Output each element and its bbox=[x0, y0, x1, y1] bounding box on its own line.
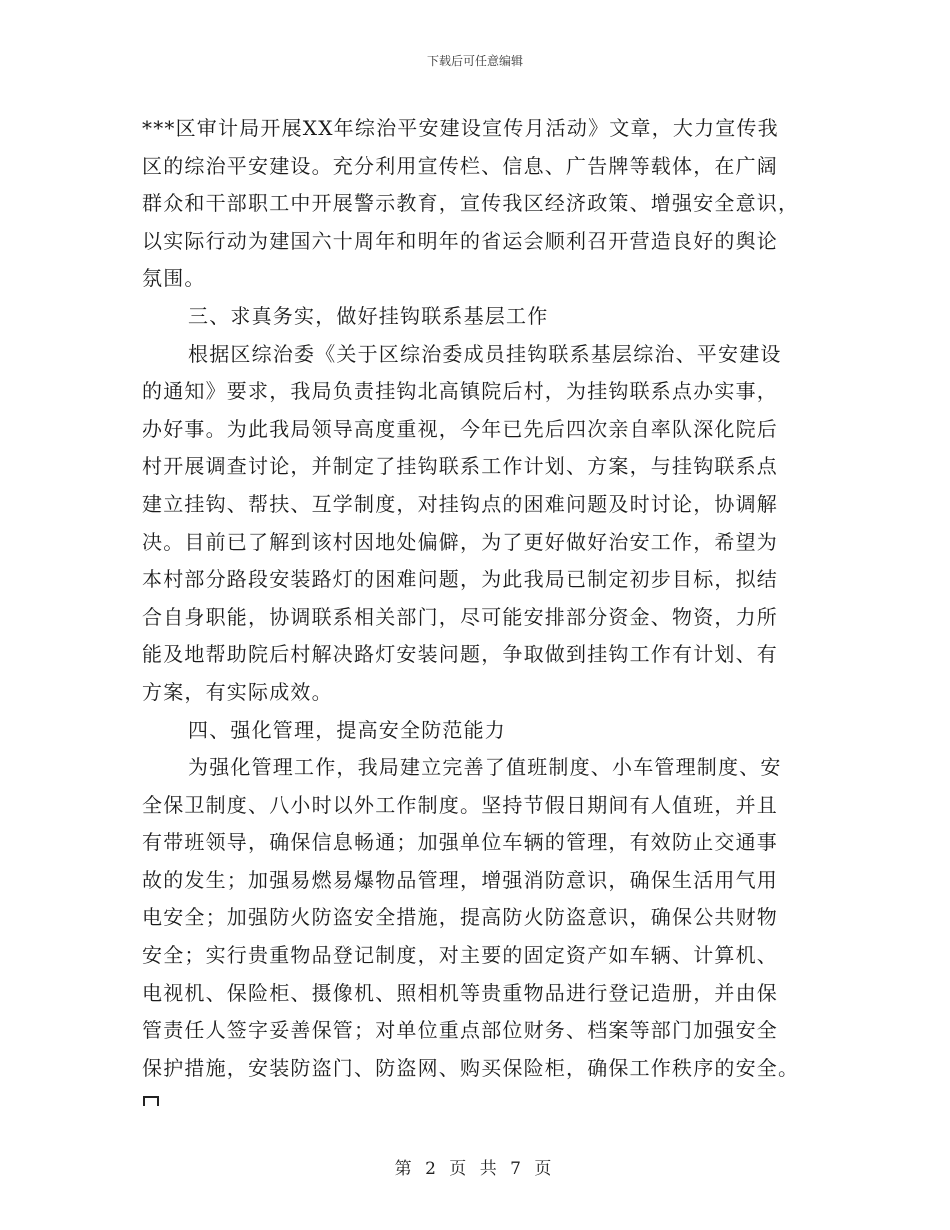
body-line: 管责任人签字妥善保管；对单位重点部位财务、档案等部门加强安全 bbox=[142, 1018, 778, 1043]
section-heading: 四、强化管理，提高安全防范能力 bbox=[188, 717, 506, 742]
body-line: 保护措施，安装防盗门、防盗网、购买保险柜，确保工作秩序的安全。 bbox=[142, 1055, 800, 1080]
body-line: 以实际行动为建国六十周年和明年的省运会顺利召开营造良好的舆论 bbox=[142, 228, 778, 253]
bracket-mark-icon bbox=[143, 1096, 159, 1106]
body-line: 合自身职能，协调联系相关部门，尽可能安排部分资金、物资，力所 bbox=[142, 604, 778, 629]
body-line: 氛围。 bbox=[142, 266, 206, 291]
section-heading: 三、求真务实，做好挂钩联系基层工作 bbox=[188, 303, 549, 328]
body-line: 电安全；加强防火防盗安全措施，提高防火防盗意识，确保公共财物 bbox=[142, 905, 778, 930]
body-line: 群众和干部职工中开展警示教育，宣传我区经济政策、增强安全意识， bbox=[142, 191, 800, 216]
document-body bbox=[142, 110, 810, 1087]
body-line: 村开展调查讨论，并制定了挂钩联系工作计划、方案，与挂钩联系点 bbox=[142, 454, 778, 479]
body-line: 建立挂钩、帮扶、互学制度，对挂钩点的困难问题及时讨论，协调解 bbox=[142, 491, 778, 516]
page-number: 第 2 页 共 7 页 bbox=[394, 1159, 556, 1179]
page-header: 下载后可任意编辑 bbox=[426, 54, 523, 68]
body-line: 办好事。为此我局领导高度重视，今年已先后四次亲自率队深化院后 bbox=[142, 416, 778, 441]
body-line: 区的综治平安建设。充分利用宣传栏、信息、广告牌等载体，在广阔 bbox=[142, 153, 778, 178]
body-line: 安全；实行贵重物品登记制度，对主要的固定资产如车辆、计算机、 bbox=[142, 943, 778, 968]
body-line: ***区审计局开展XX年综治平安建设宣传月活动》文章，大力宣传我 bbox=[142, 116, 779, 140]
body-line: 的通知》要求，我局负责挂钩北高镇院后村，为挂钩联系点办实事， bbox=[142, 379, 778, 404]
body-line: 全保卫制度、八小时以外工作制度。坚持节假日期间有人值班，并且 bbox=[142, 792, 778, 817]
body-line: 故的发生；加强易燃易爆物品管理，增强消防意识，确保生活用气用 bbox=[142, 867, 778, 892]
body-line: 本村部分路段安装路灯的困难问题，为此我局已制定初步目标，拟结 bbox=[142, 567, 778, 592]
paragraph-start: 根据区综治委《关于区综治委成员挂钩联系基层综治、平安建设 bbox=[188, 341, 782, 366]
paragraph-start: 为强化管理工作，我局建立完善了值班制度、小车管理制度、安 bbox=[188, 755, 782, 780]
body-line: 有带班领导，确保信息畅通；加强单位车辆的管理，有效防止交通事 bbox=[142, 830, 778, 855]
body-line: 能及地帮助院后村解决路灯安装问题，争取做到挂钩工作有计划、有 bbox=[142, 642, 778, 667]
body-line: 电视机、保险柜、摄像机、照相机等贵重物品进行登记造册，并由保 bbox=[142, 980, 778, 1005]
body-line: 方案，有实际成效。 bbox=[142, 679, 333, 704]
body-line: 决。目前已了解到该村因地处偏僻，为了更好做好治安工作，希望为 bbox=[142, 529, 778, 554]
